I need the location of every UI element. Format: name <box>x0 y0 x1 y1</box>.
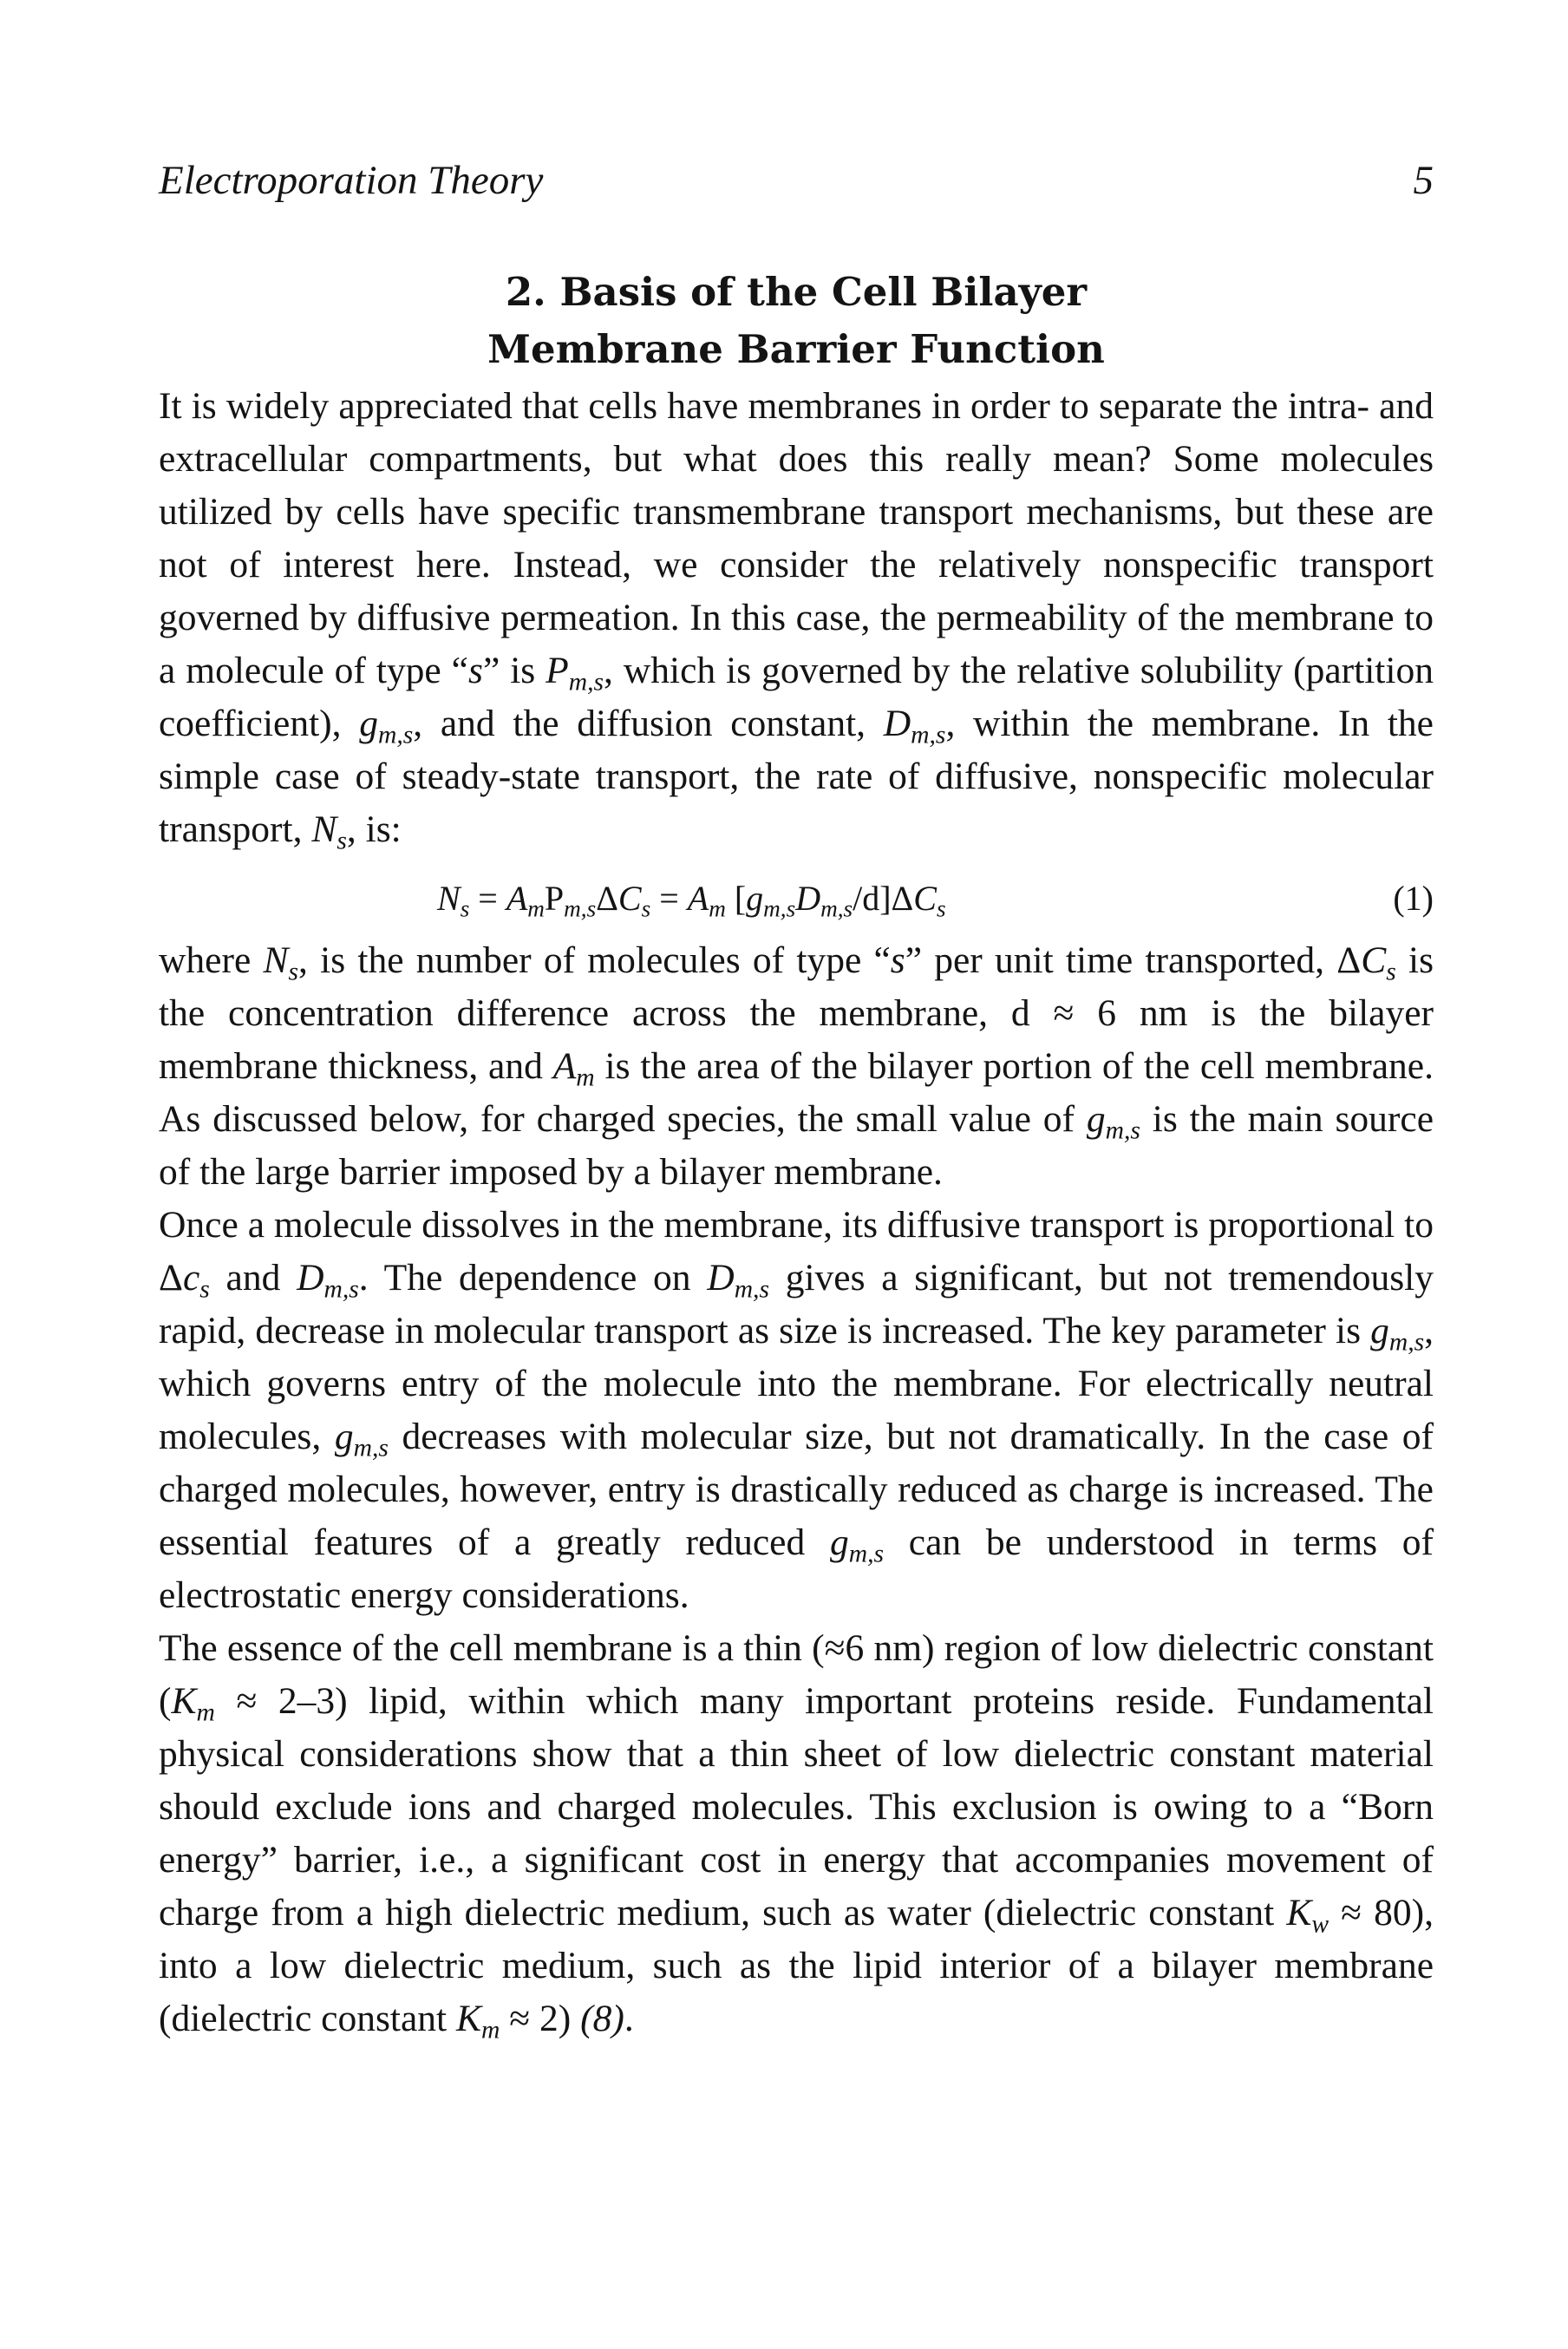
math-var: c <box>182 1257 200 1299</box>
equals-sign: = <box>469 879 506 918</box>
text-run: The essence of the cell membrane is a thin (≈6 nm) region of low dielectric constant ( <box>159 1627 1434 1722</box>
text-run: is the concentration difference across the membrane, d ≈ 6 nm is the bilayer membrane thickness, and <box>159 939 1434 1087</box>
math-var: N <box>311 808 337 850</box>
math-var: g <box>1370 1310 1389 1351</box>
running-head <box>159 154 1434 232</box>
section-heading-line-1: 2. Basis of the Cell Bilayer <box>505 269 1088 315</box>
text-run: , is: <box>346 808 402 850</box>
book-page <box>159 154 1434 2045</box>
math-var: g <box>746 879 764 918</box>
math-var: s <box>468 650 483 691</box>
bracket-close: /d] <box>853 879 892 918</box>
paragraph-2 <box>159 934 1434 1199</box>
math-var: s <box>890 939 905 981</box>
equation-1 <box>159 863 1434 934</box>
math-var: C <box>617 879 642 918</box>
math-var: D <box>795 879 821 918</box>
math-var: g <box>334 1416 354 1457</box>
text-run: , and the diffusion constant, <box>413 703 884 744</box>
text-run: ≈ 2) <box>500 1998 581 2039</box>
text-run: , which is governed by the relative solubility (partition coefficient), <box>159 650 1434 744</box>
text-run: , within the membrane. In the simple case of steady-state transport, the rate of diffusive, nonspecific molecular transport, <box>159 703 1434 850</box>
math-subscript: s <box>936 895 946 922</box>
math-var: A <box>506 879 528 918</box>
text-run: . The dependence on <box>358 1257 708 1299</box>
text-run: decreases with molecular size, but not dramatically. In the case of charged molecules, however, entry is drastically reduced as charge is increased. The essential features of a greatly reduced <box>159 1416 1434 1563</box>
text-run: ” per unit time transported, Δ <box>905 939 1362 981</box>
math-var: K <box>171 1680 197 1722</box>
running-title: Electroporation Theory <box>159 158 544 203</box>
equation-number: (1) <box>1393 879 1434 918</box>
citation-reference: (8) <box>580 1998 624 2039</box>
math-subscript: s <box>641 895 651 922</box>
text-run: ” is <box>482 650 546 691</box>
math-subscript: m,s <box>378 721 414 749</box>
text-run: is the main source of the large barrier imposed by a bilayer membrane. <box>159 1098 1434 1193</box>
math-subscript: m,s <box>323 1275 359 1304</box>
math-subscript: m,s <box>848 1540 884 1568</box>
equals-sign: = <box>650 879 688 918</box>
math-subscript: m,s <box>353 1434 389 1462</box>
equation-body <box>437 863 946 934</box>
math-var: C <box>913 879 937 918</box>
math-subscript: m <box>481 2016 500 2045</box>
math-var: K <box>456 1998 482 2039</box>
math-subscript: m,s <box>734 1275 769 1304</box>
math-subscript: m <box>709 895 726 922</box>
math-subscript: m,s <box>1105 1116 1140 1145</box>
math-subscript: m,s <box>564 895 597 922</box>
text-run: ≈ 2–3) lipid, within which many important proteins reside. Fundamental physical considerations show that a thin sheet of low dielectric constant material should exclude ions and charged molecules. This exclusion is owing to a “Born energy” barrier, i.e., a significant cost in energy that accompanies movement of charge from a high dielectric medium, such as water (dielectric constant <box>159 1680 1434 1934</box>
text-run: Once a molecule dissolves in the membrane, its diffusive transport is proportional to Δ <box>159 1204 1434 1299</box>
math-subscript: s <box>460 895 470 922</box>
math-subscript: s <box>1386 958 1396 986</box>
text-run: and <box>209 1257 297 1299</box>
math-var: C <box>1361 939 1387 981</box>
math-subscript: s <box>199 1275 210 1304</box>
delta-symbol: Δ <box>891 879 914 918</box>
math-subscript: w <box>1311 1910 1330 1939</box>
math-var: g <box>1086 1098 1106 1140</box>
section-heading-line-2: Membrane Barrier Function <box>487 326 1105 372</box>
text-run: It is widely appreciated that cells have membranes in order to separate the intra- and extracellular compartments, but what does this really mean? Some molecules utilized by cells have specific transmembrane transport mechanisms, but these are not of interest here. Instead, we consider the relatively nonspecific transport governed by diffusive permeation. In this case, the permeability of the membrane to a molecule of type “ <box>159 385 1434 691</box>
math-subscript: m <box>196 1698 215 1727</box>
paragraph-3 <box>159 1199 1434 1622</box>
math-var: N <box>263 939 289 981</box>
math-subscript: s <box>288 958 299 986</box>
math-var: P <box>544 879 565 918</box>
math-var: g <box>359 703 378 744</box>
math-subscript: m,s <box>1388 1328 1425 1357</box>
paragraph-1 <box>159 380 1434 856</box>
math-var: A <box>552 1045 577 1087</box>
math-var: N <box>437 879 461 918</box>
text-run: is the area of the bilayer portion of the cell membrane. As discussed below, for charged species, the small value of <box>159 1045 1434 1140</box>
paragraph-4 <box>159 1622 1434 2045</box>
math-var: D <box>707 1257 735 1299</box>
math-subscript: m,s <box>820 895 853 922</box>
math-subscript: m,s <box>911 721 946 749</box>
math-subscript: m,s <box>568 668 604 697</box>
math-var: D <box>883 703 911 744</box>
math-var: K <box>1286 1892 1312 1934</box>
text-run: where <box>159 939 264 981</box>
math-var: g <box>829 1521 849 1563</box>
math-var: A <box>687 879 709 918</box>
text-run: , which governs entry of the molecule into the membrane. For electrically neutral molecules, <box>159 1310 1434 1457</box>
math-var: P <box>546 650 569 691</box>
math-var: D <box>297 1257 324 1299</box>
text-run: . <box>624 1998 634 2039</box>
delta-symbol: Δ <box>596 879 618 918</box>
text-run: can be understood in terms of electrostatic energy considerations. <box>159 1521 1434 1616</box>
page-number: 5 <box>1413 158 1434 203</box>
text-run: ≈ 80), into a low dielectric medium, such as the lipid interior of a bilayer membrane (dielectric constant <box>159 1892 1434 2039</box>
math-subscript: s <box>336 827 347 855</box>
bracket-open: [ <box>725 879 747 918</box>
math-subscript: m <box>527 895 545 922</box>
math-subscript: m <box>576 1063 595 1092</box>
text-run: , is the number of molecules of type “ <box>298 939 891 981</box>
text-run: gives a significant, but not tremendously rapid, decrease in molecular transport as size is increased. The key parameter is <box>159 1257 1434 1351</box>
section-heading <box>159 264 1434 378</box>
math-subscript: m,s <box>763 895 796 922</box>
